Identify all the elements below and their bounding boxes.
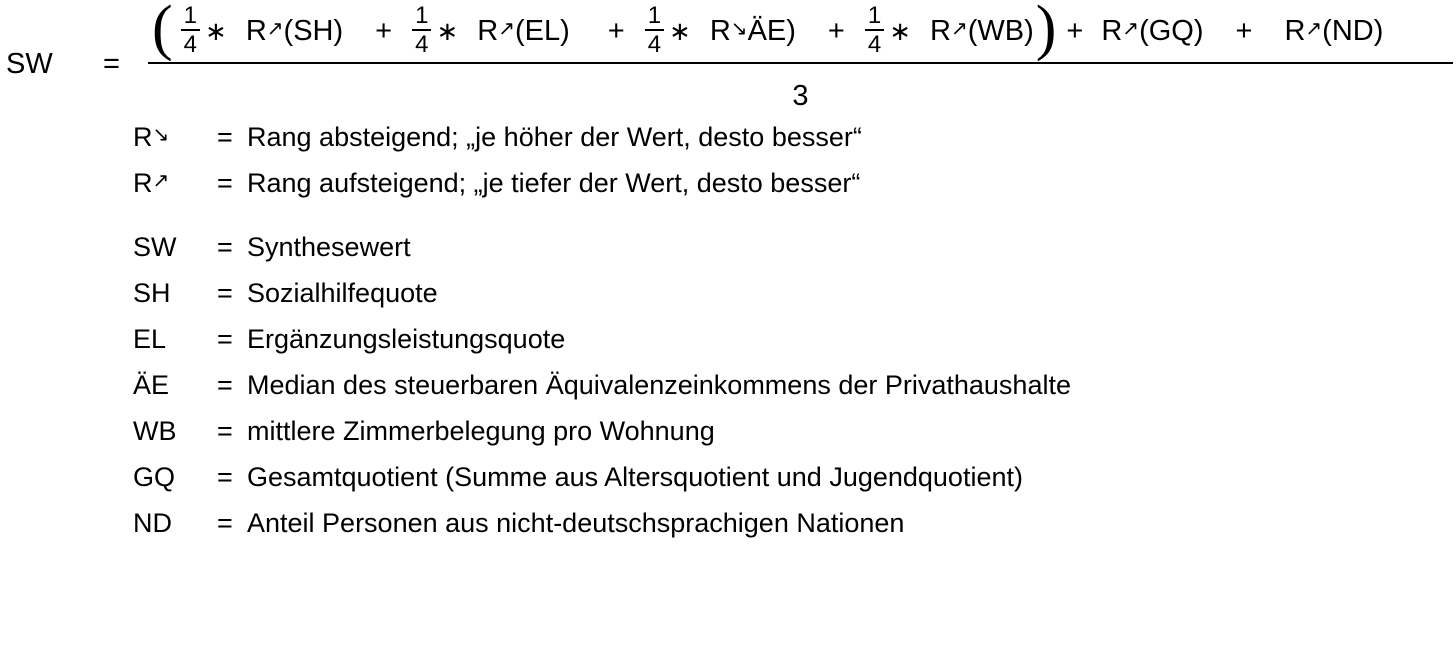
term-el: [477, 15, 570, 48]
legend-equals: =: [217, 122, 233, 152]
plus-sign-4: +: [1066, 14, 1084, 47]
legend-equals: =: [217, 324, 233, 354]
quarter-numerator-3: 1: [647, 1, 662, 29]
multiply-sign-2: ∗: [436, 15, 459, 46]
legend-key-base: R: [133, 122, 153, 152]
legend-equals: =: [217, 462, 233, 492]
quarter-fraction-4: [865, 3, 884, 57]
close-paren: ): [1035, 0, 1057, 63]
multiply-sign-1: ∗: [205, 15, 227, 46]
arrow-up-icon-sh: ↗: [266, 17, 284, 40]
quarter-fraction-1: [181, 3, 200, 57]
legend-equals: =: [217, 416, 233, 446]
arrow-down-icon-ae: ↘: [730, 17, 748, 40]
quarter-denominator-4: 4: [867, 31, 882, 58]
legend-equals: =: [217, 278, 233, 308]
legend-key-sh: SH: [133, 278, 171, 308]
legend-value-sw: Synthesewert: [247, 232, 411, 262]
legend-row: [133, 462, 1433, 508]
legend-key-nd: ND: [133, 508, 172, 538]
legend-key-gq: GQ: [133, 462, 176, 492]
legend-value-nd: Anteil Personen aus nicht-deutschsprachigen Nationen: [247, 508, 905, 538]
quarter-numerator-1: 1: [183, 1, 198, 29]
legend-key-rank-descending: [133, 122, 217, 153]
arrow-up-icon: ↗: [152, 170, 170, 192]
legend-row: [133, 122, 1433, 168]
legend-row: [133, 370, 1433, 416]
rank-symbol-wb: R: [930, 14, 951, 47]
plus-sign-5: +: [1235, 14, 1253, 47]
legend-row: [133, 508, 1433, 554]
variable-ae: ÄE): [747, 14, 796, 47]
plus-sign-1: +: [375, 14, 393, 47]
legend-key-sw: SW: [133, 232, 177, 262]
legend-row: [133, 416, 1433, 462]
rank-symbol-sh: R: [245, 14, 267, 47]
rank-symbol-nd: R: [1284, 14, 1306, 47]
quarter-numerator-2: 1: [415, 1, 429, 29]
legend-row: [133, 232, 1433, 278]
legend-key-ae: ÄE: [133, 370, 170, 400]
variable-gq: (GQ): [1139, 14, 1204, 47]
legend-row: [133, 278, 1433, 324]
open-paren: (: [152, 0, 173, 63]
legend-equals: =: [217, 370, 233, 400]
rank-symbol-ae: R: [709, 14, 731, 47]
formula-left-hand-side: SW: [6, 48, 53, 80]
quarter-denominator-2: 4: [415, 31, 429, 58]
term-sh: [246, 15, 343, 48]
arrow-up-icon-nd: ↗: [1305, 17, 1323, 40]
formula-equals-sign: =: [103, 48, 120, 80]
term-nd: [1284, 15, 1383, 48]
quarter-denominator-3: 4: [647, 31, 662, 58]
legend-value-sh: Sozialhilfequote: [247, 278, 438, 308]
quarter-denominator-1: 4: [183, 31, 198, 58]
legend-value-wb: mittlere Zimmerbelegung pro Wohnung: [247, 416, 715, 446]
legend-equals: =: [217, 168, 233, 198]
variable-nd: (ND): [1322, 14, 1384, 47]
multiply-sign-4: ∗: [889, 15, 911, 46]
arrow-up-icon-gq: ↗: [1122, 17, 1140, 40]
legend-key-wb: WB: [133, 416, 177, 446]
arrow-up-icon-wb: ↗: [950, 17, 968, 40]
formula-fraction: [148, 0, 1453, 113]
formula-numerator: [148, 0, 1453, 62]
arrow-down-icon: ↘: [152, 124, 170, 146]
legend-value-ae: Median des steuerbaren Äquivalenzeinkommens der Privathaushalte: [247, 370, 1071, 400]
multiply-sign-3: ∗: [669, 15, 691, 46]
variable-sh: (SH): [283, 14, 344, 47]
formula-denominator: 3: [792, 80, 809, 112]
legend-key-el: EL: [133, 324, 167, 354]
rank-symbol-el: R: [477, 14, 499, 47]
plus-sign-3: +: [827, 14, 845, 47]
plus-sign-2: +: [607, 14, 625, 47]
legend-value: Rang aufsteigend; „je tiefer der Wert, desto besser“: [247, 168, 861, 198]
arrow-up-icon-el: ↗: [498, 17, 515, 40]
legend-value: Rang absteigend; „je höher der Wert, desto besser“: [247, 122, 862, 152]
term-wb: [930, 15, 1034, 48]
quarter-fraction-3: [645, 3, 664, 57]
legend-key-rank-ascending: [133, 168, 217, 199]
legend-key-base: R: [133, 168, 153, 198]
legend-value-el: Ergänzungsleistungsquote: [247, 324, 566, 354]
legend-equals: =: [217, 508, 233, 538]
synthesis-value-formula: [0, 0, 1456, 120]
quarter-fraction-2: [412, 3, 431, 57]
variable-el: (EL): [514, 14, 570, 47]
legend-equals: =: [217, 232, 233, 262]
quarter-numerator-4: 1: [867, 1, 882, 29]
legend-spacer: [133, 214, 1433, 232]
legend-value-gq: Gesamtquotient (Summe aus Altersquotient und Jugendquotient): [247, 462, 1023, 492]
legend-row: [133, 324, 1433, 370]
rank-symbol-gq: R: [1101, 14, 1123, 47]
legend-row: [133, 168, 1433, 214]
term-gq: [1101, 15, 1203, 48]
legend-list: [133, 122, 1433, 554]
variable-wb: (WB): [967, 14, 1034, 47]
term-ae: [710, 15, 796, 48]
